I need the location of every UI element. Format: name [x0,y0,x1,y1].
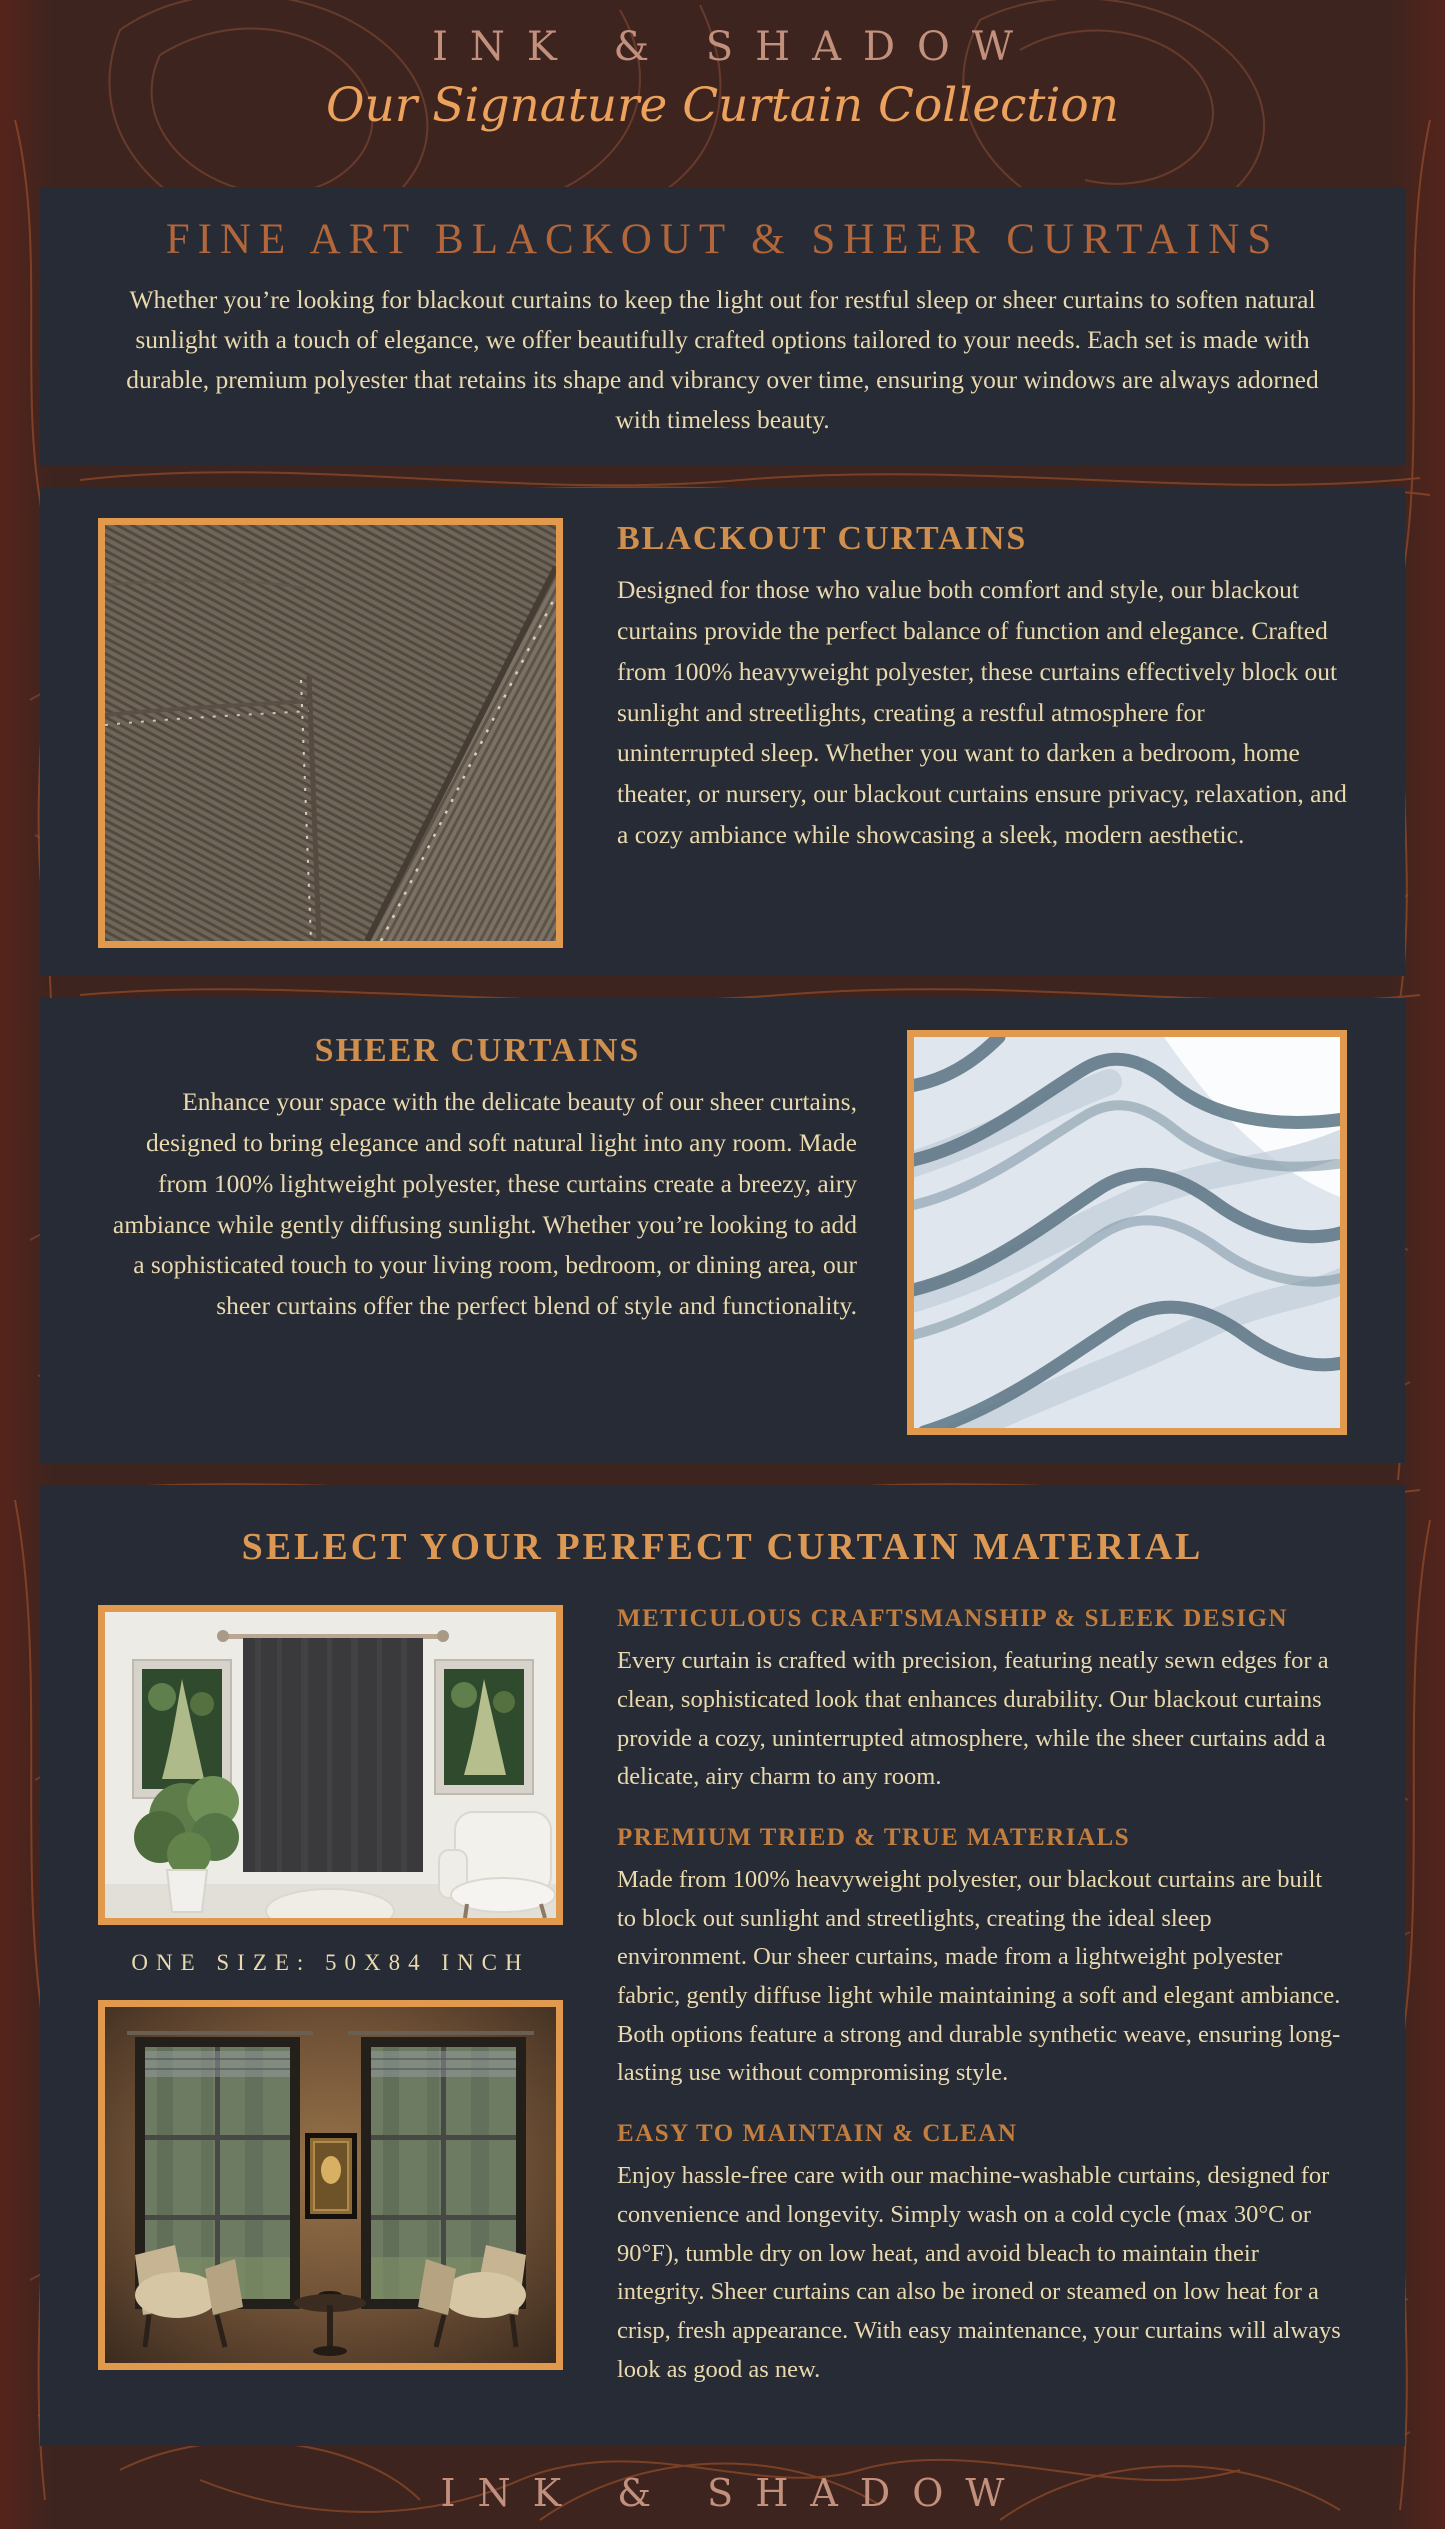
feature-maintenance-heading: EASY TO MAINTAIN & CLEAN [617,2120,1018,2148]
blackout-room-image [105,1612,556,1918]
blackout-text-column [617,518,1347,856]
blackout-room-image-frame [98,1605,563,1925]
materials-features-column [617,1605,1347,2416]
sheer-room-image-frame [98,2000,563,2370]
brand-name: INK & SHADOW [432,24,1035,70]
blackout-paragraph: Designed for those who value both comfort and style, our blackout curtains provide the perfect balance of function and elegance. Crafted from 100% heavyweight polyester, these curtains effectively block out sunlight and streetlights, creating a restful atmosphere for uninterrupted sleep. Whether you want to darken a bedroom, home theater, or nursery, our blackout curtains ensure privacy, relaxation, and a cozy ambiance while showcasing a sleek, modern aesthetic. [617,575,1347,849]
armchair [439,1812,555,1918]
page-footer [0,2471,1445,2515]
sheer-text-column [98,1030,857,1327]
intro-title: FINE ART BLACKOUT & SHEER CURTAINS [165,216,1280,263]
sheer-fabric-image-frame [907,1030,1347,1435]
feature-craftsmanship-body: Every curtain is crafted with precision, featuring neatly sewn edges for a clean, sophisticated look that enhances durability. Our blackout curtains provide a cozy, uninterrupted atmosphere, while the sheer curtains add a delicate, airy charm to any room. [617,1647,1329,1791]
blackout-fabric-image-frame [98,518,563,948]
footer-brand-name: INK & SHADOW [440,2471,1027,2515]
feature-maintenance-body: Enjoy hassle-free care with our machine-washable curtains, designed for convenience and longevity. Simply wash on a cold cycle (max 30°C or 90°F), tumble dry on low heat, and avoid bleach to maintain their integrity. Sheer curtains can also be ironed or steamed on low heat for a crisp, fresh appearance. With easy maintenance, your curtains will always look as good as new. [617,2162,1341,2383]
feature-maintenance [617,2120,1347,2389]
intro-section [40,187,1405,466]
blackout-section [40,488,1405,976]
feature-materials [617,1824,1347,2093]
materials-row [98,1605,1347,2416]
feature-craftsmanship [617,1605,1347,1797]
sheer-title: SHEER CURTAINS [314,1032,641,1070]
sheer-room-image [105,2007,556,2363]
blackout-fabric-closeup-image [105,525,556,941]
sheer-section [40,998,1405,1463]
feature-craftsmanship-heading: METICULOUS CRAFTSMANSHIP & SLEEK DESIGN [617,1605,1289,1633]
materials-title: SELECT YOUR PERFECT CURTAIN MATERIAL [241,1526,1204,1569]
blackout-title: BLACKOUT CURTAINS [617,520,1028,558]
size-note: ONE SIZE: 50X84 INCH [131,1950,530,1976]
sheer-fabric-closeup-image [914,1037,1340,1428]
wall-artwork [305,2133,357,2219]
materials-section [40,1485,1405,2446]
feature-materials-heading: PREMIUM TRIED & TRUE MATERIALS [617,1823,1131,1851]
materials-image-column [98,1605,563,2370]
page-header [0,0,1445,133]
intro-paragraph: Whether you’re looking for blackout curtains to keep the light out for restful sleep or sheer curtains to soften natural sunlight with a touch of elegance, we offer beautifully crafted options tailored to your needs. Each set is made with durable, premium polyester that retains its shape and vibrancy over time, ensuring your windows are always adorned with timeless beauty. [126,285,1319,435]
sheer-paragraph: Enhance your space with the delicate beauty of our sheer curtains, designed to bring elegance and soft natural light into any room. Made from 100% lightweight polyester, these curtains create a breezy, airy ambiance while gently diffusing sunlight. Whether you’re looking to add a sophisticated touch to your living room, bedroom, or dining area, our sheer curtains offer the perfect blend of style and functionality. [112,1087,857,1321]
feature-materials-body: Made from 100% heavyweight polyester, our blackout curtains are built to block out sunlight and streetlights, creating the ideal sleep environment. Our sheer curtains, made from a lightweight polyester fabric, gently diffuse light while maintaining a soft and elegant ambiance. Both options feature a strong and durable synthetic weave, ensuring long-lasting use without compromising style. [617,1865,1341,2087]
collection-tagline: Our Signature Curtain Collection [326,78,1119,133]
